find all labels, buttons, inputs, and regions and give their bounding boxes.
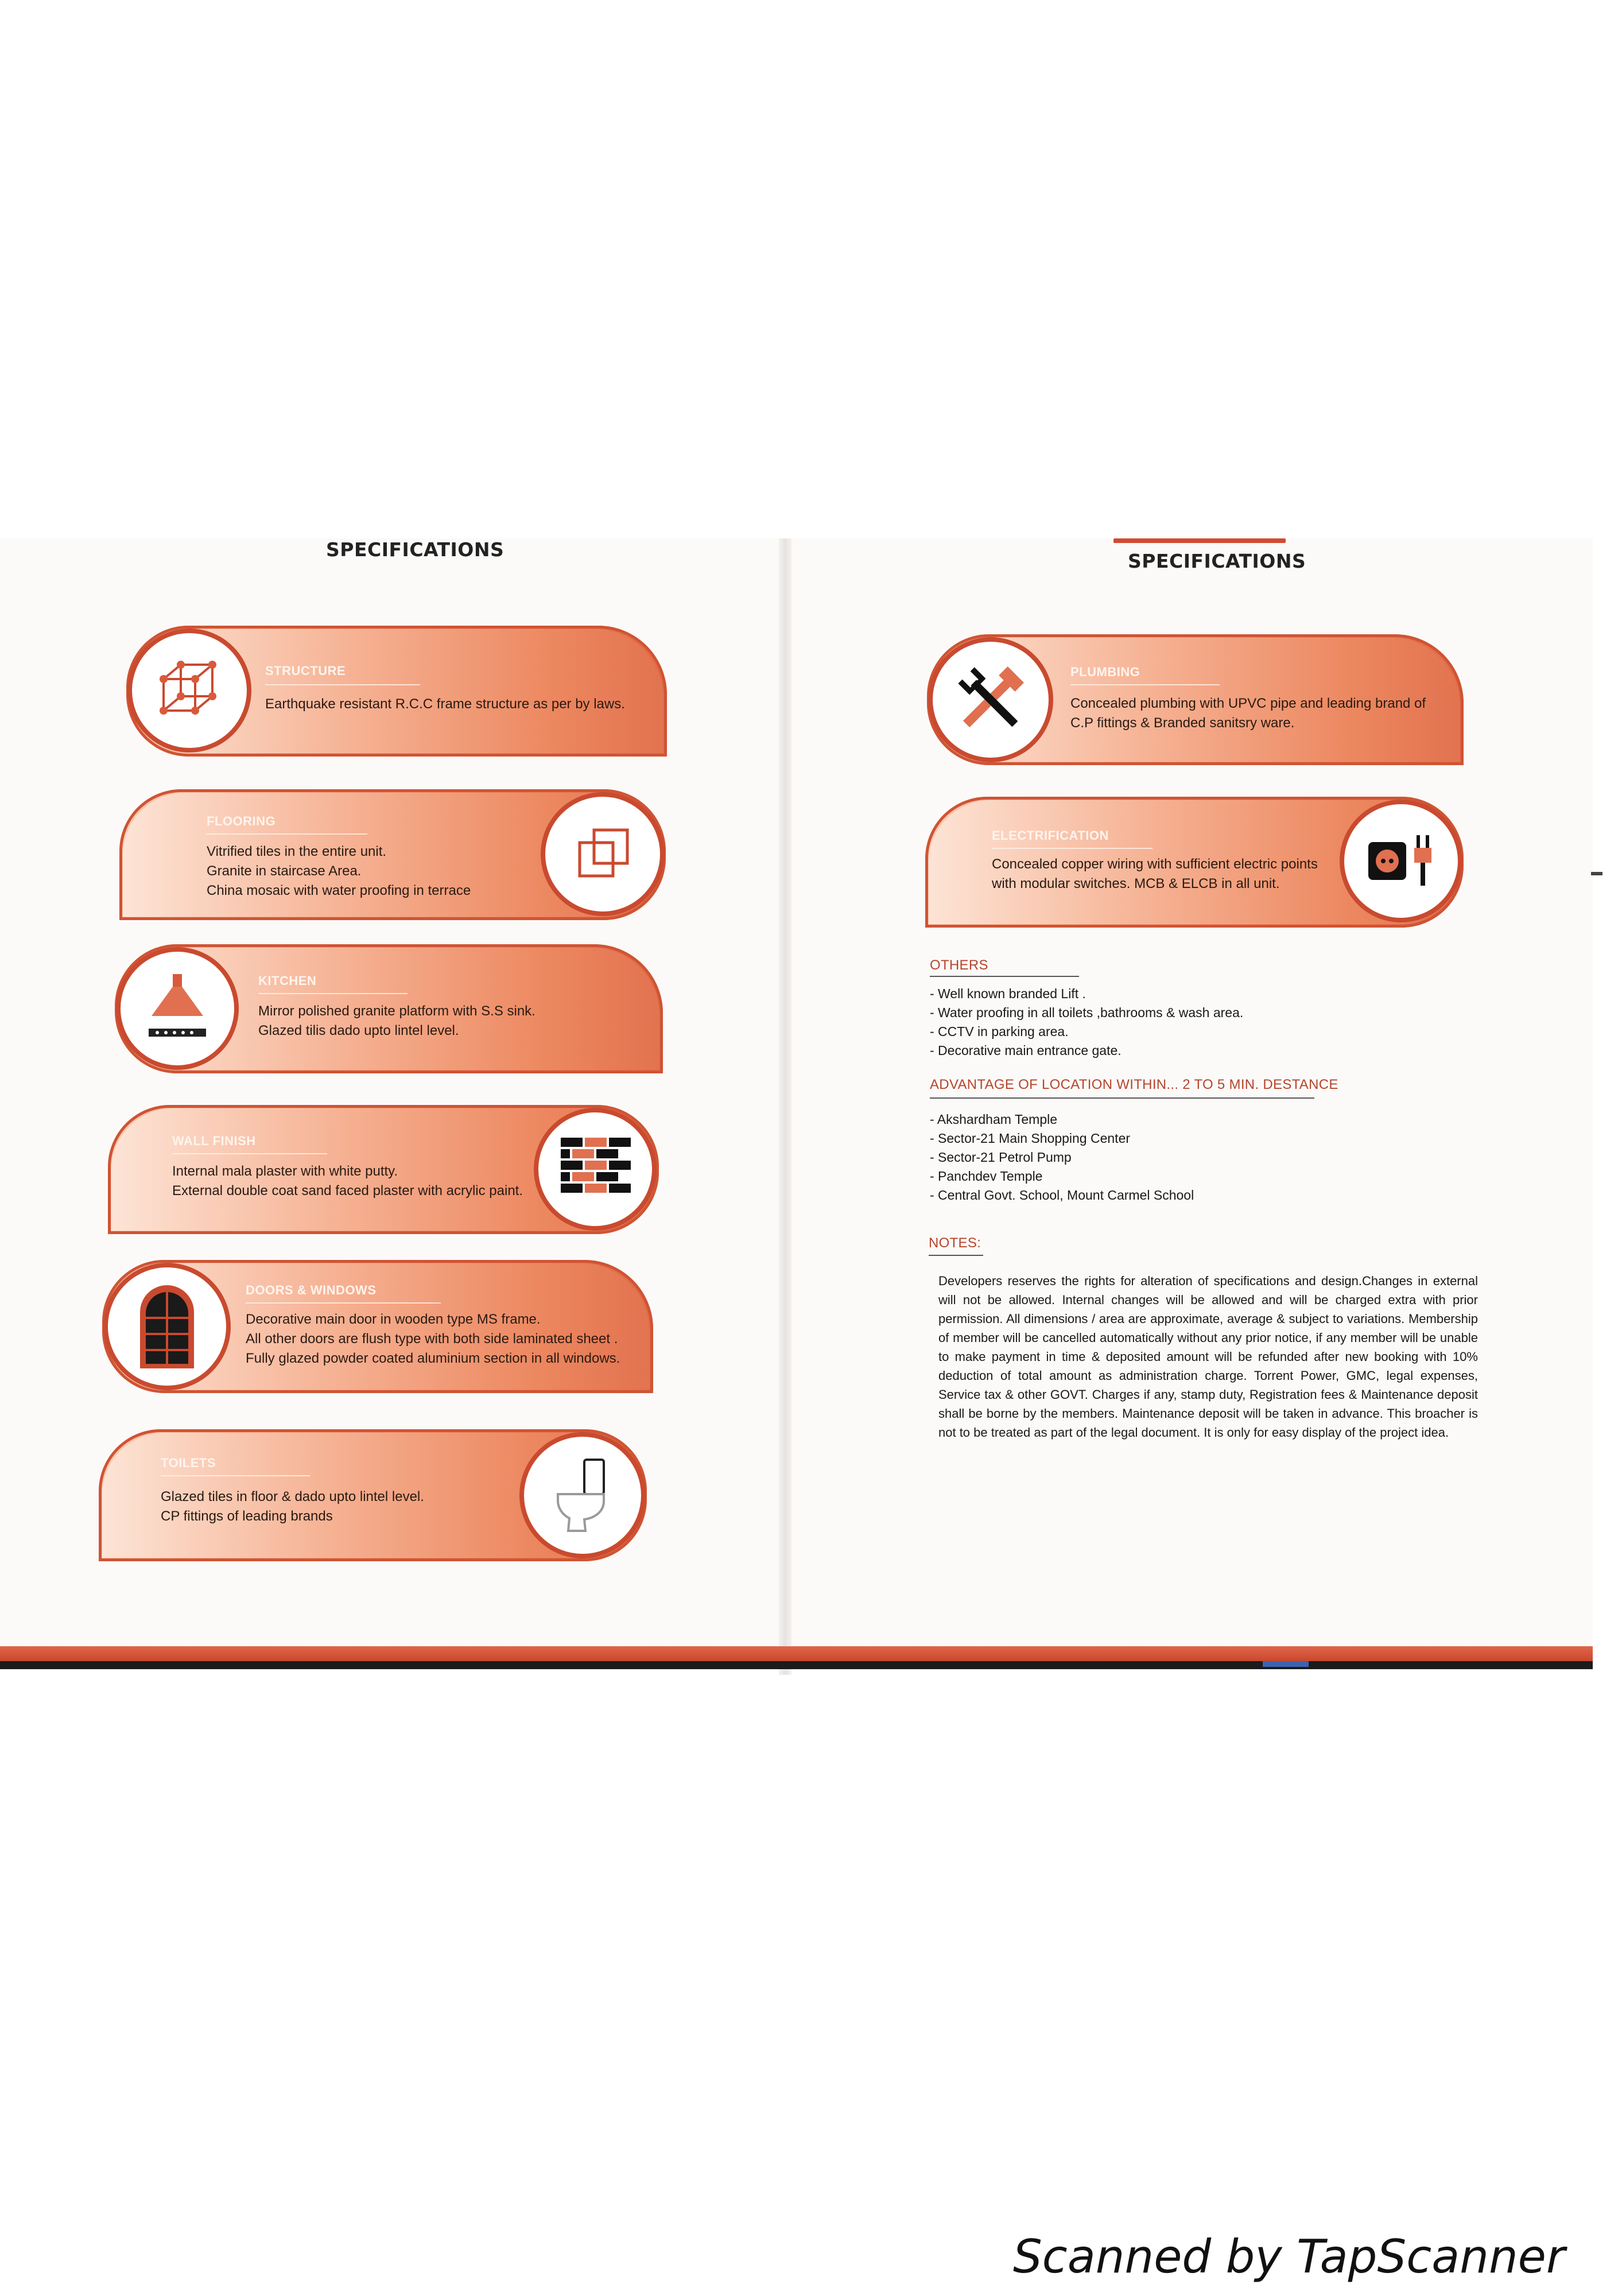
book-spine <box>779 538 791 1675</box>
notes-rule <box>929 1255 983 1256</box>
chimney-hob-icon <box>116 947 239 1070</box>
spec-text-kitchen: Mirror polished granite platform with S.S sink. Glazed tilis dado upto lintel level. <box>258 1003 536 1038</box>
advantage-list <box>930 1110 1194 1205</box>
tiles-icon <box>541 792 665 916</box>
list-item: - CCTV in parking area. <box>930 1024 1069 1039</box>
bottom-accent-band <box>0 1646 1593 1661</box>
heading-accent-bar <box>1113 538 1286 543</box>
title-underline <box>246 1302 441 1304</box>
spec-title-wall-finish: WALL FINISH <box>172 1134 256 1148</box>
list-item: - Decorative main entrance gate. <box>930 1043 1122 1058</box>
spec-title-structure: STRUCTURE <box>265 664 346 678</box>
spec-title-plumbing: PLUMBING <box>1070 665 1140 679</box>
list-item: - Sector-21 Main Shopping Center <box>930 1131 1131 1146</box>
bottom-edge-shadow <box>0 1661 1593 1669</box>
right-page-heading: SPECIFICATIONS <box>1128 550 1306 572</box>
notes-title: NOTES: <box>929 1235 981 1251</box>
title-underline <box>265 684 420 685</box>
list-item: - Central Govt. School, Mount Carmel School <box>930 1188 1194 1203</box>
brick-wall-icon <box>534 1108 657 1231</box>
scanner-credit: Scanned by TapScanner <box>1013 2230 1565 2283</box>
left-page-heading: SPECIFICATIONS <box>326 538 505 561</box>
list-item: - Sector-21 Petrol Pump <box>930 1150 1072 1165</box>
list-item: - Well known branded Lift . <box>930 986 1086 1001</box>
socket-plug-icon <box>1340 800 1462 922</box>
others-list <box>930 984 1243 1060</box>
window-icon <box>103 1263 231 1390</box>
list-item: - Panchdev Temple <box>930 1169 1043 1184</box>
bottom-edge-mark <box>1263 1661 1309 1667</box>
others-title: OTHERS <box>930 957 988 973</box>
spec-text-toilets: Glazed tiles in floor & dado upto lintel level. CP fittings of leading brands <box>161 1489 424 1524</box>
advantage-rule <box>930 1097 1314 1099</box>
page-edge-mark <box>1591 872 1602 875</box>
wrench-icon <box>928 637 1053 762</box>
spec-title-flooring: FLOORING <box>207 814 276 828</box>
title-underline <box>1070 684 1220 685</box>
notes-text: Developers reserves the rights for alteration of specifications and design.Changes in external will not be allowed. Internal changes will be allowed and will be charged extra with prior permission. All dimensions / area are approximate, average & subject to variations. Membership of member will be cancelled automatically without any prior notice, if any member will be unable to make payment in time & deposited amount will be refunded after new booking with 10% deduction of total amount as administration charge. Torrent Power, GMC, legal expenses, Service tax & other GOVT. Charges if any, stamp duty, Registration fees & Maintenance deposit shall be borne by the members. Maintenance deposit will be taken in advance. This broacher is not to be treated as part of the legal document. It is only for easy display of the project idea. <box>938 1274 1478 1440</box>
others-rule <box>930 976 1079 977</box>
spec-text-plumbing: Concealed plumbing with UPVC pipe and leading brand of C.P fittings & Branded sanitsry ware. <box>1070 696 1426 731</box>
title-underline <box>258 993 408 994</box>
spec-title-electrification: ELECTRIFICATION <box>992 828 1109 843</box>
title-underline <box>992 848 1153 849</box>
spec-title-toilets: TOILETS <box>161 1456 216 1470</box>
spec-title-doors-windows: DOORS & WINDOWS <box>246 1283 377 1297</box>
list-item: - Water proofing in all toilets ,bathrooms & wash area. <box>930 1005 1244 1020</box>
spec-text-electrification: Concealed copper wiring with sufficient electric points with modular switches. MCB & ELCB in all unit. <box>992 856 1318 891</box>
spec-text-wall-finish: Internal mala plaster with white putty. External double coat sand faced plaster with acrylic paint. <box>172 1163 523 1199</box>
title-underline <box>207 833 367 835</box>
title-underline <box>172 1153 327 1154</box>
spec-title-kitchen: KITCHEN <box>258 974 317 988</box>
advantage-title: ADVANTAGE OF LOCATION WITHIN... 2 TO 5 MIN. DESTANCE <box>930 1077 1338 1092</box>
spec-text-flooring: Vitrified tiles in the entire unit. Granite in staircase Area. China mosaic with water proofing in terrace <box>207 844 471 898</box>
spec-text-doors-windows: Decorative main door in wooden type MS frame. All other doors are flush type with both side laminated sheet . Fully glazed powder coated aluminium section in all windows. <box>246 1312 620 1366</box>
title-underline <box>161 1475 310 1476</box>
cube-structure-icon <box>127 629 251 753</box>
list-item: - Akshardham Temple <box>930 1112 1058 1127</box>
toilet-icon <box>519 1432 646 1558</box>
spec-text-structure: Earthquake resistant R.C.C frame structure as per by laws. <box>265 696 625 712</box>
